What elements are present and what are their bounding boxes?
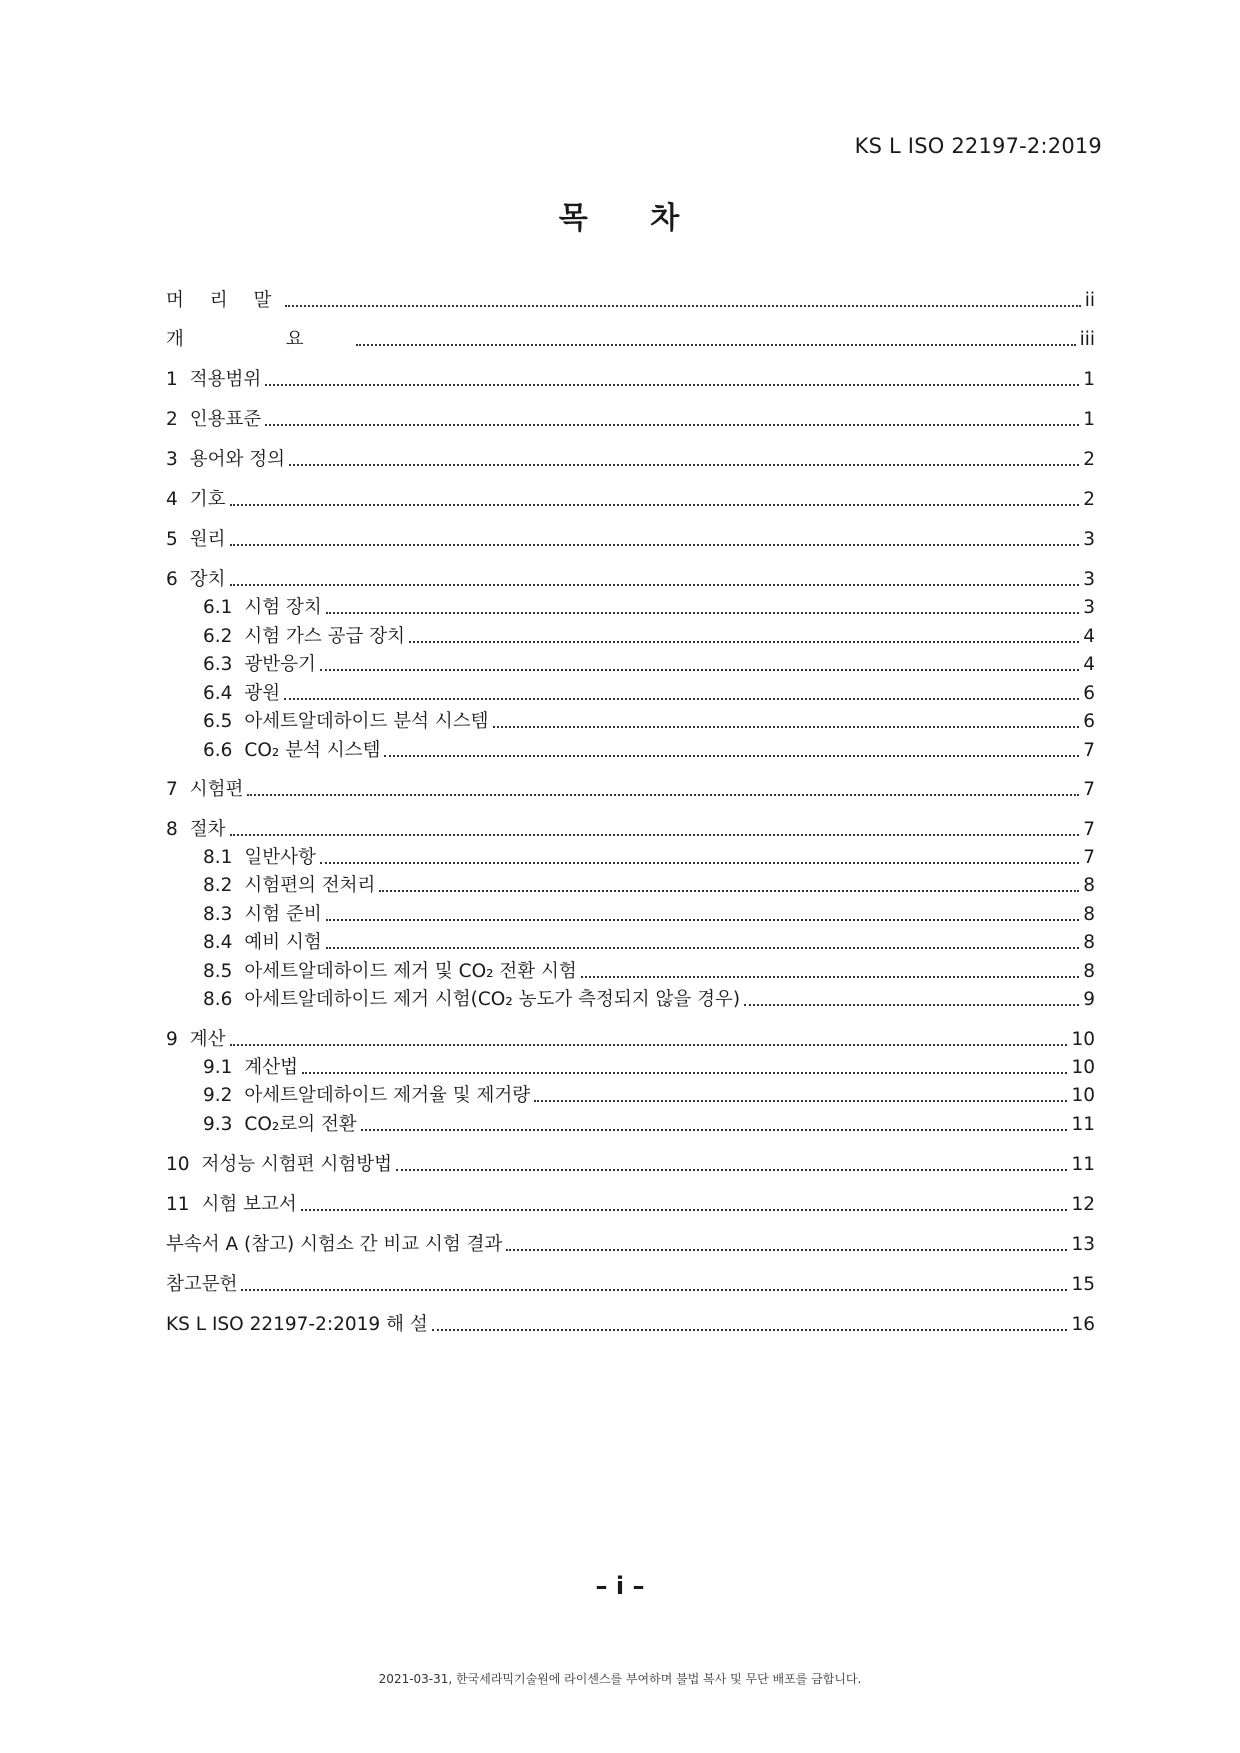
toc-entry-page: 6: [1083, 711, 1095, 732]
toc-entry-label: 원리: [189, 529, 226, 550]
toc-entry-number: 9: [166, 1029, 178, 1050]
toc-entry-9[interactable]: [166, 1027, 1095, 1051]
toc-entry-number: 11: [166, 1194, 190, 1215]
toc-entry-introduction[interactable]: [166, 327, 1095, 351]
toc-entry-6-3[interactable]: [203, 652, 1095, 676]
toc-entry-page: 1: [1083, 369, 1095, 390]
toc-entry-3[interactable]: [166, 447, 1095, 471]
leader-dots: [379, 890, 1079, 892]
toc-entry-label: 용어와 정의: [189, 449, 286, 470]
toc-entry-label: 머 리 말: [166, 290, 282, 311]
toc-entry-8-3[interactable]: [203, 902, 1095, 926]
toc-entry-page: 4: [1083, 626, 1095, 647]
leader-dots: [284, 698, 1079, 700]
toc-entry-page: 10: [1071, 1029, 1095, 1050]
toc-entry-6-4[interactable]: [203, 681, 1095, 705]
toc-entry-label: 광반응기: [244, 654, 316, 675]
toc-entry-label: 인용표준: [189, 409, 262, 430]
toc-entry-label: 기호: [189, 489, 226, 510]
toc-entry-6-6[interactable]: [203, 738, 1095, 762]
toc-entry-commentary[interactable]: [166, 1312, 1095, 1336]
toc-entry-number: 7: [166, 779, 178, 800]
toc-entry-number: 8.2: [203, 875, 233, 896]
toc-entry-number: 6: [166, 569, 178, 590]
toc-entry-10[interactable]: [166, 1152, 1095, 1176]
toc-entry-page: 16: [1071, 1314, 1095, 1335]
toc-entry-number: 9.2: [203, 1085, 233, 1106]
toc-entry-page: 11: [1071, 1114, 1095, 1135]
page-title: 목 차: [558, 201, 682, 236]
toc-entry-page: 13: [1071, 1234, 1095, 1255]
leader-dots: [384, 755, 1079, 757]
toc-entry-number: 4: [166, 489, 178, 510]
toc-entry-page: ii: [1084, 290, 1095, 311]
toc-entry-label: 광원: [244, 683, 281, 704]
toc-entry-page: 4: [1083, 654, 1095, 675]
toc-entry-page: 7: [1083, 847, 1095, 868]
leader-dots: [409, 641, 1079, 643]
toc-entry-number: 1: [166, 369, 178, 390]
toc-entry-8-1[interactable]: [203, 845, 1095, 869]
toc-entry-page: 12: [1071, 1194, 1095, 1215]
toc-entry-8-4[interactable]: [203, 930, 1095, 954]
leader-dots: [534, 1100, 1067, 1102]
leader-dots: [432, 1329, 1068, 1331]
toc-entry-9-2[interactable]: [203, 1083, 1095, 1107]
toc-entry-page: 8: [1083, 904, 1095, 925]
toc-entry-label: KS L ISO 22197-2:2019 해 설: [166, 1314, 428, 1335]
leader-dots: [506, 1249, 1067, 1251]
toc-entry-label: 저성능 시험편 시험방법: [201, 1154, 393, 1175]
toc-entry-label: CO₂로의 전환: [244, 1114, 357, 1135]
toc-entry-label: 시험 보고서: [201, 1194, 297, 1215]
toc-entry-page: 8: [1083, 932, 1095, 953]
toc-entry-number: 8: [166, 819, 178, 840]
leader-dots: [230, 504, 1080, 506]
toc-entry-9-1[interactable]: [203, 1055, 1095, 1079]
toc-entry-number: 8.4: [203, 932, 233, 953]
toc-entry-annex-a[interactable]: [166, 1232, 1095, 1256]
leader-dots: [320, 862, 1079, 864]
page-number: – i –: [595, 1572, 645, 1600]
toc-entry-label: 아세트알데하이드 제거 시험(CO₂ 농도가 측정되지 않을 경우): [244, 989, 741, 1010]
toc-entry-number: 6.2: [203, 626, 233, 647]
toc-entry-8-2[interactable]: [203, 873, 1095, 897]
toc-entry-11[interactable]: [166, 1192, 1095, 1216]
leader-dots: [230, 584, 1080, 586]
toc-entry-label: 시험편: [189, 779, 244, 800]
toc-entry-bibliography[interactable]: [166, 1272, 1095, 1296]
toc-entry-page: 11: [1071, 1154, 1095, 1175]
leader-dots: [241, 1289, 1067, 1291]
toc-entry-page: 15: [1071, 1274, 1095, 1295]
toc-entry-number: 8.1: [203, 847, 233, 868]
toc-entry-label: 아세트알데하이드 분석 시스템: [244, 711, 489, 732]
leader-dots: [326, 612, 1079, 614]
toc-entry-number: 9.3: [203, 1114, 233, 1135]
toc-entry-number: 6.1: [203, 597, 233, 618]
license-notice: 2021-03-31, 한국세라믹기술원에 라이센스를 부여하며 불법 복사 및 무단 배포를 금합니다.: [378, 1672, 862, 1686]
toc-entry-page: 2: [1083, 449, 1095, 470]
toc-entry-number: 10: [166, 1154, 190, 1175]
leader-dots: [247, 794, 1079, 796]
toc-entry-6-1[interactable]: [203, 595, 1095, 619]
leader-dots: [230, 544, 1080, 546]
toc-entry-9-3[interactable]: [203, 1112, 1095, 1136]
toc-entry-5[interactable]: [166, 527, 1095, 551]
leader-dots: [230, 834, 1080, 836]
toc-entry-number: 6.3: [203, 654, 233, 675]
leader-dots: [285, 305, 1080, 307]
toc-entry-number: 8.3: [203, 904, 233, 925]
toc-entry-label: 예비 시험: [244, 932, 322, 953]
leader-dots: [265, 424, 1079, 426]
toc-entry-number: 6.4: [203, 683, 233, 704]
toc-entry-label: CO₂ 분석 시스템: [244, 740, 381, 761]
leader-dots: [289, 464, 1079, 466]
toc-entry-label: 장치: [189, 569, 226, 590]
leader-dots: [326, 947, 1079, 949]
toc-entry-page: 7: [1083, 779, 1095, 800]
toc-entry-page: 2: [1083, 489, 1095, 510]
toc-entry-number: 6.6: [203, 740, 233, 761]
toc-entry-7[interactable]: [166, 777, 1095, 801]
toc-entry-label: 시험편의 전처리: [244, 875, 376, 896]
toc-entry-page: 8: [1083, 875, 1095, 896]
toc-entry-page: 7: [1083, 819, 1095, 840]
toc-entry-label: 부속서 A (참고) 시험소 간 비교 시험 결과: [166, 1234, 503, 1255]
toc-entry-label: 적용범위: [189, 369, 262, 390]
toc-entry-6-5[interactable]: [203, 709, 1095, 733]
leader-dots: [302, 1072, 1067, 1074]
toc-entry-page: 10: [1071, 1057, 1095, 1078]
toc-entry-label: 시험 장치: [244, 597, 322, 618]
toc-entry-page: 3: [1083, 529, 1095, 550]
toc-entry-number: 5: [166, 529, 178, 550]
toc-entry-label: 아세트알데하이드 제거 및 CO₂ 전환 시험: [244, 961, 577, 982]
toc-entry-label: 계산법: [244, 1057, 299, 1078]
toc-entry-number: 8.5: [203, 961, 233, 982]
toc-entry-1[interactable]: [166, 367, 1095, 391]
toc-entry-preface[interactable]: [166, 288, 1095, 312]
toc-entry-8-5[interactable]: [203, 959, 1095, 983]
toc-entry-number: 2: [166, 409, 178, 430]
toc-entry-label: 개 요: [166, 329, 352, 350]
toc-entry-label: 시험 가스 공급 장치: [244, 626, 406, 647]
toc-entry-4[interactable]: [166, 487, 1095, 511]
leader-dots: [493, 726, 1080, 728]
toc-entry-page: 10: [1071, 1085, 1095, 1106]
leader-dots: [230, 1044, 1068, 1046]
toc-entry-page: 8: [1083, 961, 1095, 982]
toc-entry-page: 9: [1083, 989, 1095, 1010]
toc-entry-label: 아세트알데하이드 제거율 및 제거량: [244, 1085, 531, 1106]
toc-entry-page: 1: [1083, 409, 1095, 430]
toc-entry-label: 참고문헌: [166, 1274, 238, 1295]
toc-entry-number: 3: [166, 449, 178, 470]
toc-entry-page: iii: [1079, 329, 1095, 350]
toc-entry-8[interactable]: [166, 817, 1095, 841]
toc-entry-8-6[interactable]: [203, 987, 1095, 1011]
toc-entry-page: 3: [1083, 569, 1095, 590]
toc-entry-label: 절차: [189, 819, 226, 840]
toc-entry-6[interactable]: [166, 567, 1095, 591]
toc-entry-label: 계산: [189, 1029, 226, 1050]
leader-dots: [265, 384, 1079, 386]
toc-entry-page: 3: [1083, 597, 1095, 618]
leader-dots: [320, 669, 1079, 671]
leader-dots: [581, 976, 1079, 978]
toc-entry-number: 9.1: [203, 1057, 233, 1078]
leader-dots: [301, 1209, 1068, 1211]
leader-dots: [396, 1169, 1067, 1171]
toc-entry-6-2[interactable]: [203, 624, 1095, 648]
standard-code: KS L ISO 22197-2:2019: [854, 134, 1102, 158]
leader-dots: [356, 344, 1076, 346]
toc-entry-number: 8.6: [203, 989, 233, 1010]
leader-dots: [744, 1004, 1079, 1006]
toc-entry-page: 7: [1083, 740, 1095, 761]
toc-entry-number: 6.5: [203, 711, 233, 732]
toc-entry-page: 6: [1083, 683, 1095, 704]
toc-entry-2[interactable]: [166, 407, 1095, 431]
leader-dots: [361, 1129, 1068, 1131]
toc-entry-label: 시험 준비: [244, 904, 322, 925]
leader-dots: [326, 919, 1079, 921]
toc-entry-label: 일반사항: [244, 847, 316, 868]
